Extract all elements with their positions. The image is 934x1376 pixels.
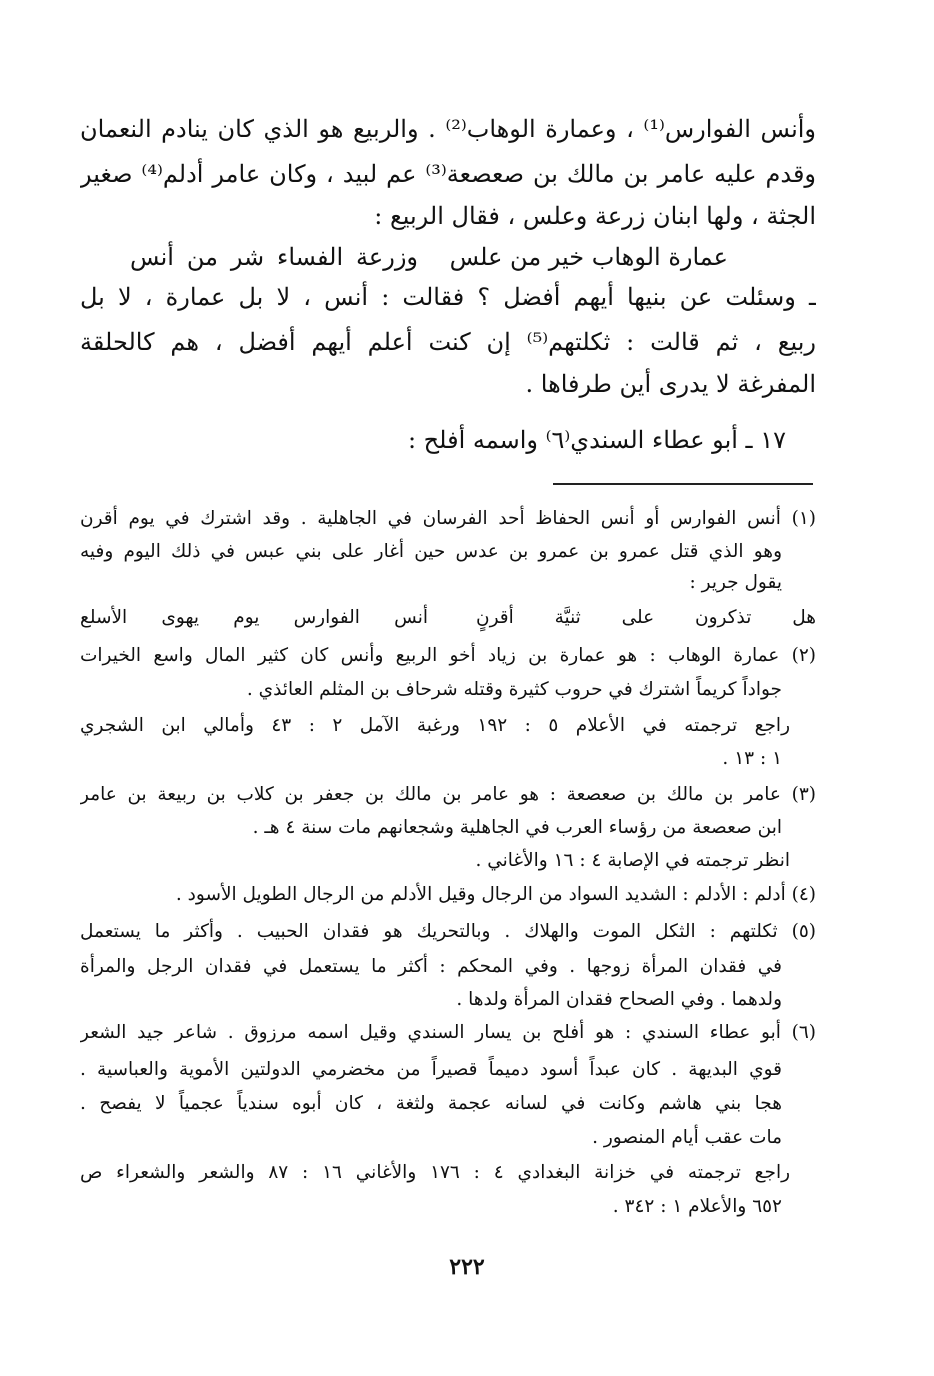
footnote-5-line-3: ولدهما . وفي الصحاح فقدان المرأة ولدها .: [456, 989, 782, 1010]
main-line-6: المفرغة لا يدرى أين طرفاها .: [525, 370, 816, 398]
poem-verse: [80, 236, 816, 278]
footnote-2-ref-line-2: ١ : ١٣ .: [722, 748, 782, 769]
main-line-3: الجثة ، ولها ابنان زرعة وعلس ، فقال الربيع :: [374, 202, 816, 230]
footnote-5-line-2: في فقدان المرأة زوجها . وفي المحكم : أكثر ما يستعمل في فقدان الرجل والمرأة: [80, 956, 782, 977]
footnote-poem-right: هل تذكرون على ثنيَّة أقرنٍ: [476, 607, 816, 628]
main-line-1: وأنس الفوارس⁽¹⁾ ، وعمارة الوهاب⁽²⁾ . والربيع هو الذي كان ينادم النعمان: [80, 115, 816, 143]
footnote-3-line-2: ابن صعصعة من رؤساء العرب في الجاهلية وشجعانهم مات سنة ٤ هـ .: [252, 817, 782, 838]
footnote-6-line-2: قوي البديهة . كان عبداً أسود دميماً قصيراً من مخضرمي الدولتين الأموية والعباسية .: [80, 1059, 782, 1080]
footnote-1-poem: [80, 603, 816, 633]
poem-hemistich-right: عمارة الوهاب خير من علس: [449, 243, 728, 271]
footnote-6-line-3: هجا بني هاشم وكانت في لسانه عجمة ولثغة ، كان أبوه سندياً عجمياً لا يفصح .: [80, 1093, 782, 1114]
footnote-4: (٤) أدلم : الأدلم : الشديد السواد من الرجال وقيل الأدلم من الرجال الطويل الأسود .: [175, 884, 816, 905]
section-heading: ١٧ ـ أبو عطاء السندي⁽٦⁾ واسمه أفلح :: [407, 426, 786, 454]
footnote-2-line-2: جواداً كريماً اشترك في حروب كثيرة وقتله شرحاف بن المثلم العائذي .: [246, 679, 782, 700]
footnote-6-ref-line-2: ٦٥٢ والأعلام ١ : ٣٤٢ .: [612, 1196, 782, 1217]
main-line-2: وقدم عليه عامر بن مالك بن صعصعة⁽³⁾ عم لبيد ، وكان عامر أدلم⁽⁴⁾ صغير: [80, 160, 816, 188]
page-number: ٢٢٢: [449, 1254, 485, 1280]
footnote-2-line-1: (٢) عمارة الوهاب : هو عمارة بن زياد أخو الربيع وأنس كان كثير المال واسع الخيرات: [80, 645, 816, 666]
footnote-6-line-1: (٦) أبو عطاء السندي : هو أفلح بن يسار السندي وقيل اسمه مرزوق . شاعر جيد الشعر: [80, 1022, 816, 1043]
footnote-6-line-4: مات عقب أيام المنصور .: [592, 1127, 782, 1148]
poem-hemistich-left: وزرعة الفساء شر من أنس: [130, 243, 418, 271]
main-line-4: ـ وسئلت عن بنيها أيهم أفضل ؟ فقالت : أنس ، لا بل عمارة ، لا بل: [80, 283, 816, 311]
footnote-3-line-1: (٣) عامر بن مالك بن صعصعة : هو عامر بن مالك بن جعفر بن كلاب بن ربيعة بن عامر: [80, 784, 816, 805]
footnote-6-ref-line-1: راجع ترجمته في خزانة البغدادي ٤ : ١٧٦ والأغاني ١٦ : ٨٧ والشعر والشعراء ص: [80, 1162, 790, 1183]
footnote-1-line-2: وهو الذي قتل عمرو بن عمرو بن عدس حين أغار على بني عبس في ذلك اليوم وفيه: [80, 541, 782, 562]
footnote-2-ref-line-1: راجع ترجمته في الأعلام ٥ : ١٩٢ ورغبة الآمل ٢ : ٤٣ وأمالي ابن الشجري: [80, 715, 790, 736]
footnote-poem-left: أنس الفوارس يوم يهوى الأسلع: [80, 607, 428, 628]
footnote-1-line-3: يقول جرير :: [689, 572, 782, 593]
footnote-1-line-1: (١) أنس الفوارس أو أنس الحفاظ أحد الفرسان في الجاهلية . وقد اشترك في يوم أقرن: [80, 508, 816, 529]
footnote-separator: [553, 483, 813, 485]
footnote-5-line-1: (٥) ثكلتهم : الثكل الموت والهلاك . وبالتحريك هو فقدان الحبيب . وأكثر ما يستعمل: [80, 921, 816, 942]
footnote-3-ref: انظر ترجمته في الإصابة ٤ : ١٦ والأغاني .: [475, 850, 790, 871]
main-line-5: ربيع ، ثم قالت : ثكلتهم⁽⁵⁾ إن كنت أعلم أيهم أفضل ، هم كالحلقة: [80, 328, 816, 356]
